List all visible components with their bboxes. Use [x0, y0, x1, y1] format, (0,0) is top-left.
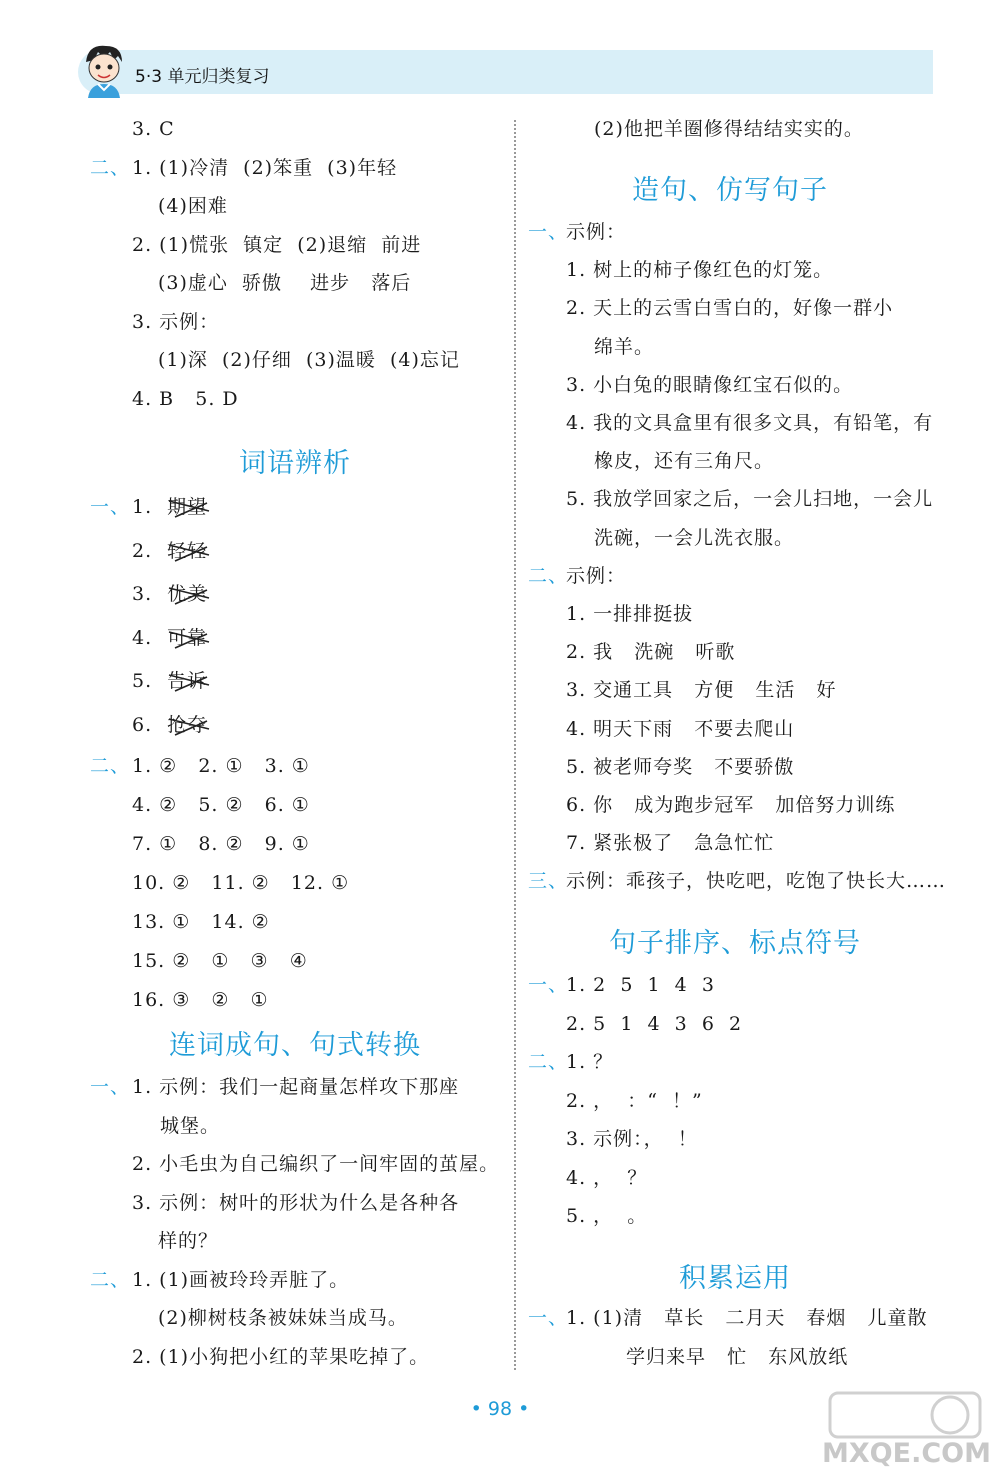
answer-line: [566, 602, 693, 626]
line-text: 4. B 5. D: [132, 387, 239, 410]
answer-line: [132, 1345, 429, 1369]
item-number: 3.: [132, 583, 160, 605]
strike-item: [90, 495, 208, 519]
line-text: 2. ， ：“ ！”: [566, 1089, 703, 1112]
item-number: 6.: [132, 713, 160, 736]
section-number: 二、: [90, 156, 131, 179]
answer-line: [158, 348, 460, 372]
answer-line: [566, 755, 794, 779]
strike-mark-icon: [167, 669, 211, 695]
answer-line: [528, 869, 947, 893]
line-text: 3. 示例：树叶的形状为什么是各种各: [132, 1191, 460, 1214]
section-number: 一、: [90, 1076, 131, 1098]
line-text: 3. C: [132, 118, 175, 140]
line-text: 5. 被老师夸奖 不要骄傲: [566, 755, 795, 778]
line-text: 2. 我 洗碗 听歌: [566, 641, 736, 664]
line-text: (1)深 (2)仔细 (3)温暖 (4)忘记: [158, 349, 460, 371]
answer-line: [566, 1204, 647, 1228]
item-number: 5.: [132, 670, 160, 692]
answer-line: [528, 564, 627, 588]
line-text: 3. 示例：: [132, 310, 220, 333]
line-text: 4. 明天下雨 不要去爬山: [566, 717, 795, 740]
section-title-ciyu: 词语辨析: [239, 448, 351, 479]
line-text: 3. 小白兔的眼睛像红宝石似的。: [566, 373, 854, 396]
section-number: 三、: [528, 870, 569, 893]
answer-line: [132, 310, 219, 334]
line-text: 2. 小毛虫为自己编织了一间牢固的茧屋。: [132, 1153, 500, 1175]
answer-line: [132, 1152, 499, 1176]
struck-word: [167, 626, 207, 650]
section-number: 一、: [528, 1307, 569, 1329]
item-number: 1.: [132, 496, 160, 518]
section-number: 二、: [528, 564, 569, 587]
section-number: 一、: [528, 221, 569, 243]
answer-line: (2)他把羊圈修得结结实实的。: [594, 118, 864, 140]
line-text: 示例：乖孩子，快吃吧，吃饱了快长大……: [566, 870, 947, 893]
line-text: 5. ， 。: [566, 1205, 648, 1227]
answer-line: [566, 717, 794, 741]
answer-line: [158, 1306, 408, 1330]
answer-line: [132, 988, 269, 1012]
line-text: 示例：: [566, 564, 627, 587]
line-text: 6. 你 成为跑步冠军 加倍努力训练: [566, 794, 896, 816]
line-text: 城堡。: [160, 1114, 221, 1137]
line-text: 1. (1)冷清 (2)笨重 (3)年轻: [132, 156, 398, 179]
line-text: (2)柳树枝条被妹妹当成马。: [158, 1307, 408, 1329]
answer-line: [132, 871, 349, 895]
answer-line: [528, 1050, 614, 1074]
struck-word-text: 轻轻: [167, 539, 208, 562]
line-text: 2. 天上的云雪白雪白的，好像一群小: [566, 297, 894, 320]
section-title-zaoju: 造句、仿写句子: [632, 175, 828, 206]
section-title-jilei: 积累运用: [679, 1263, 791, 1294]
line-text: 示例：: [566, 221, 627, 243]
struck-word: [167, 495, 207, 519]
answer-line: [566, 487, 933, 511]
strike-mark-icon: [167, 626, 211, 652]
answer-line: [566, 1012, 742, 1036]
strike-item: [132, 626, 207, 650]
answer-line: [566, 373, 853, 397]
answer-line: [90, 156, 398, 180]
line-text: 3. 示例：， ！: [566, 1128, 698, 1150]
line-text: 橡皮，还有三角尺。: [594, 450, 775, 473]
line-text: 1. (1)清 草长 二月天 春烟 儿童散: [566, 1307, 928, 1329]
line-text: 16. ③ ② ①: [132, 989, 269, 1011]
section-number: 二、: [90, 755, 131, 777]
answer-line: [528, 1306, 928, 1330]
line-text: 15. ② ① ③ ④: [132, 950, 308, 972]
item-number: 2.: [132, 539, 160, 562]
line-text: 7. ① 8. ② 9. ①: [132, 833, 310, 855]
answer-line: [528, 973, 715, 997]
column-divider: [514, 120, 516, 1370]
answer-line: [158, 194, 228, 218]
answer-line: [566, 793, 895, 817]
answer-line: [132, 1191, 459, 1215]
answer-line: [132, 832, 310, 856]
answer-line: [626, 1345, 848, 1369]
line-text: 1. 树上的柿子像红色的灯笼。: [566, 259, 834, 282]
line-text: 1. (1)画被玲玲弄脏了。: [132, 1268, 350, 1291]
line-text: 1. ？: [566, 1051, 614, 1073]
answer-line: [158, 1229, 218, 1253]
line-text: 2. (1)小狗把小红的苹果吃掉了。: [132, 1345, 430, 1368]
strike-mark-icon: [167, 713, 211, 739]
line-text: 4. ② 5. ② 6. ①: [132, 794, 310, 816]
struck-word-text: 抢夺: [167, 713, 208, 736]
struck-word: [167, 713, 207, 737]
line-text: 3. 交通工具 方便 生活 好: [566, 679, 837, 702]
mascot-icon: [78, 40, 128, 98]
line-text: 4. 我的文具盒里有很多文具，有铅笔，有: [566, 412, 934, 434]
answer-line: [132, 910, 270, 934]
answer-line: [594, 335, 654, 359]
line-text: 洗碗，一会儿洗衣服。: [594, 526, 795, 549]
answer-line: [132, 233, 421, 257]
section-number: 二、: [90, 1268, 131, 1291]
answer-line: [566, 258, 833, 282]
answer-line: [132, 949, 308, 973]
strike-item: [132, 539, 207, 563]
line-text: 样的？: [158, 1230, 219, 1252]
watermark-text: MXQE.COM: [822, 1438, 991, 1469]
answer-line: [160, 1114, 220, 1138]
line-text: 4. ， ？: [566, 1166, 648, 1189]
answer-line: [566, 640, 735, 664]
line-text: 1. 示例：我们一起商量怎样攻下那座: [132, 1076, 460, 1098]
answer-line: [566, 678, 837, 702]
answer-line: [566, 831, 774, 855]
strike-item: [132, 582, 207, 606]
line-text: (4)困难: [158, 195, 228, 217]
line-text: 学归来早 忙 东风放纸: [626, 1345, 849, 1368]
section-number: 二、: [528, 1051, 569, 1073]
answer-line: [90, 754, 310, 778]
line-text: 绵羊。: [594, 335, 655, 358]
section-title-paixu: 句子排序、标点符号: [609, 928, 861, 959]
section-title-lianci: 连词成句、句式转换: [169, 1030, 421, 1061]
line-text: 10. ② 11. ② 12. ①: [132, 872, 350, 894]
struck-word-text: 可靠: [167, 626, 208, 649]
answer-line: [132, 793, 310, 817]
struck-word: [167, 669, 207, 693]
answer-line: [132, 117, 175, 141]
answer-line: [158, 271, 411, 295]
struck-word-text: 优美: [167, 583, 208, 605]
line-text: (3)虚心 骄傲 进步 落后: [158, 272, 412, 294]
answer-line: [132, 387, 239, 411]
header-title: 5·3 单元归类复习: [135, 67, 270, 87]
struck-word-text: 期望: [167, 496, 208, 518]
strike-item: [132, 669, 207, 693]
answer-line: [566, 411, 933, 435]
answer-line: [594, 449, 774, 473]
line-text: 2. 5 1 4 3 6 2: [566, 1012, 743, 1035]
answer-line: [566, 296, 893, 320]
struck-word: [167, 582, 207, 606]
line-text: 5. 我放学回家之后，一会儿扫地，一会儿: [566, 488, 934, 511]
strike-item: [132, 713, 207, 737]
answer-line: [566, 1166, 647, 1190]
line-text: 1. 2 5 1 4 3: [566, 974, 715, 996]
section-number: 一、: [528, 974, 569, 996]
answer-line: [90, 1268, 350, 1292]
section-number: 一、: [90, 496, 131, 518]
line-text: 13. ① 14. ②: [132, 911, 270, 933]
page-number: • 98 •: [470, 1398, 530, 1420]
answer-line: [566, 1089, 703, 1113]
line-text: 1. 一排排挺拔: [566, 603, 694, 625]
strike-mark-icon: [167, 582, 211, 608]
line-text: 1. ② 2. ① 3. ①: [132, 755, 310, 777]
item-number: 4.: [132, 626, 160, 649]
strike-mark-icon: [167, 495, 211, 521]
line-text: 2. (1)慌张 镇定 (2)退缩 前进: [132, 233, 422, 256]
answer-line: [528, 220, 627, 244]
struck-word-text: 告诉: [167, 670, 208, 692]
strike-mark-icon: [167, 539, 211, 565]
struck-word: [167, 539, 207, 563]
answer-line: [594, 526, 794, 550]
line-text: 7. 紧张极了 急急忙忙: [566, 832, 775, 855]
answer-line: [566, 1127, 698, 1151]
answer-line: [90, 1075, 460, 1099]
